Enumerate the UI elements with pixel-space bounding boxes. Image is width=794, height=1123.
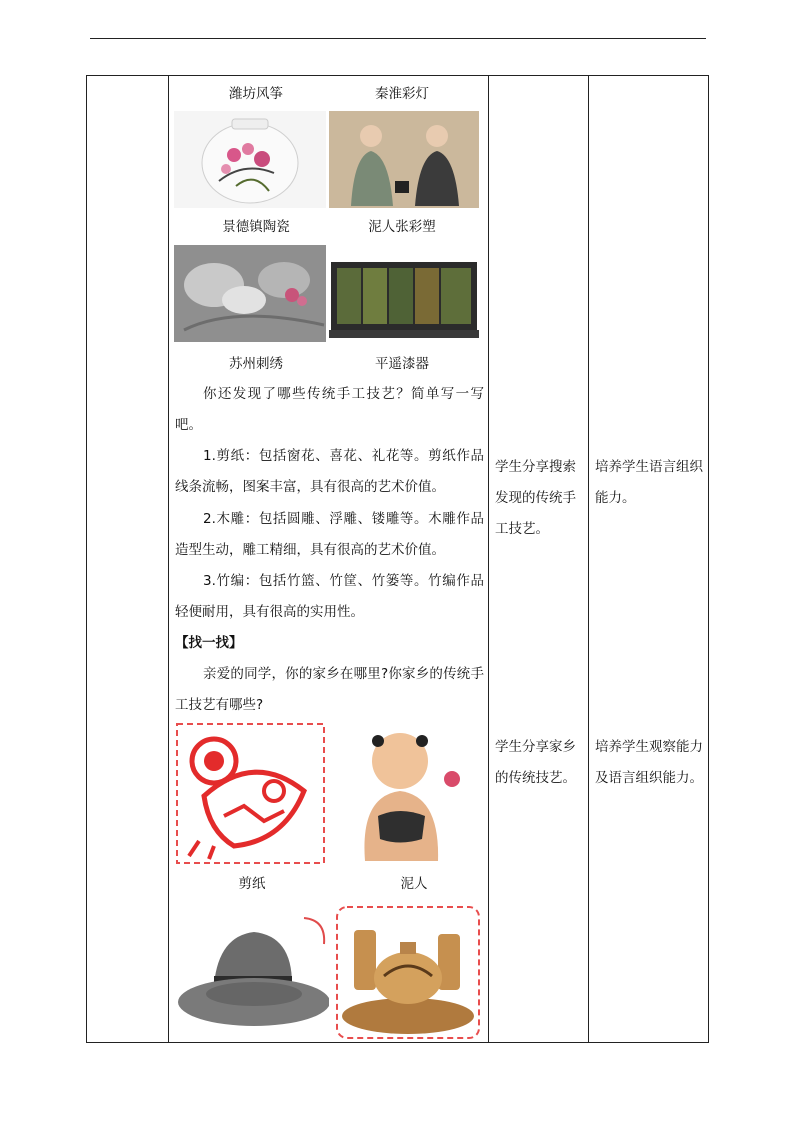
caption-clay-figure: 泥人 bbox=[400, 876, 428, 892]
caption-suzhou-embroidery: 苏州刺绣 bbox=[229, 356, 283, 372]
clay-baby-image bbox=[340, 721, 480, 866]
item-wood-carving: 2.木雕：包括圆雕、浮雕、镂雕等。木雕作品造型生动，雕工精细，具有很高的艺术价值。 bbox=[175, 511, 484, 558]
purpose-language: 培养学生语言组织能力。 bbox=[595, 459, 703, 506]
header-rule bbox=[90, 38, 706, 39]
lacquer-screen-image bbox=[329, 256, 479, 342]
caption-paper-cut: 剪纸 bbox=[238, 876, 266, 892]
lesson-table bbox=[86, 75, 709, 1043]
empty-cell bbox=[87, 76, 169, 1043]
find-heading: 【找一找】 bbox=[175, 635, 243, 651]
question-paragraph: 你还发现了哪些传统手工技艺？简单写一写吧。 bbox=[175, 386, 484, 433]
clay-figures-image bbox=[329, 111, 479, 208]
item-paper-cut: 1.剪纸：包括窗花、喜花、礼花等。剪纸作品线条流畅，图案丰富，具有很高的艺术价值。 bbox=[175, 448, 484, 495]
student-activity-cell bbox=[489, 76, 589, 1043]
bamboo-ware-image bbox=[334, 904, 482, 1041]
embroidery-image bbox=[174, 245, 326, 342]
caption-niren-zhang: 泥人张彩塑 bbox=[368, 219, 436, 235]
felt-hat-image bbox=[174, 914, 329, 1041]
find-paragraph: 亲爱的同学，你的家乡在哪里?你家乡的传统手工技艺有哪些? bbox=[175, 666, 484, 713]
design-purpose-cell bbox=[589, 76, 709, 1043]
paper-cut-fish-image bbox=[174, 721, 327, 866]
porcelain-vase-image bbox=[174, 111, 326, 208]
caption-qinhuai-lantern: 秦淮彩灯 bbox=[375, 86, 429, 102]
caption-pingyao-lacquer: 平遥漆器 bbox=[375, 356, 429, 372]
content-cell bbox=[169, 76, 489, 1043]
caption-weifang-kite: 潍坊风筝 bbox=[229, 86, 283, 102]
purpose-observation: 培养学生观察能力及语言组织能力。 bbox=[595, 739, 703, 786]
caption-jingdezhen-porcelain: 景德镇陶瓷 bbox=[222, 219, 290, 235]
activity-share-hometown: 学生分享家乡的传统技艺。 bbox=[495, 739, 576, 786]
activity-share-search: 学生分享搜索发现的传统手工技艺。 bbox=[495, 459, 576, 537]
item-bamboo-weaving: 3.竹编：包括竹篮、竹筐、竹篓等。竹编作品轻便耐用，具有很高的实用性。 bbox=[175, 573, 484, 620]
